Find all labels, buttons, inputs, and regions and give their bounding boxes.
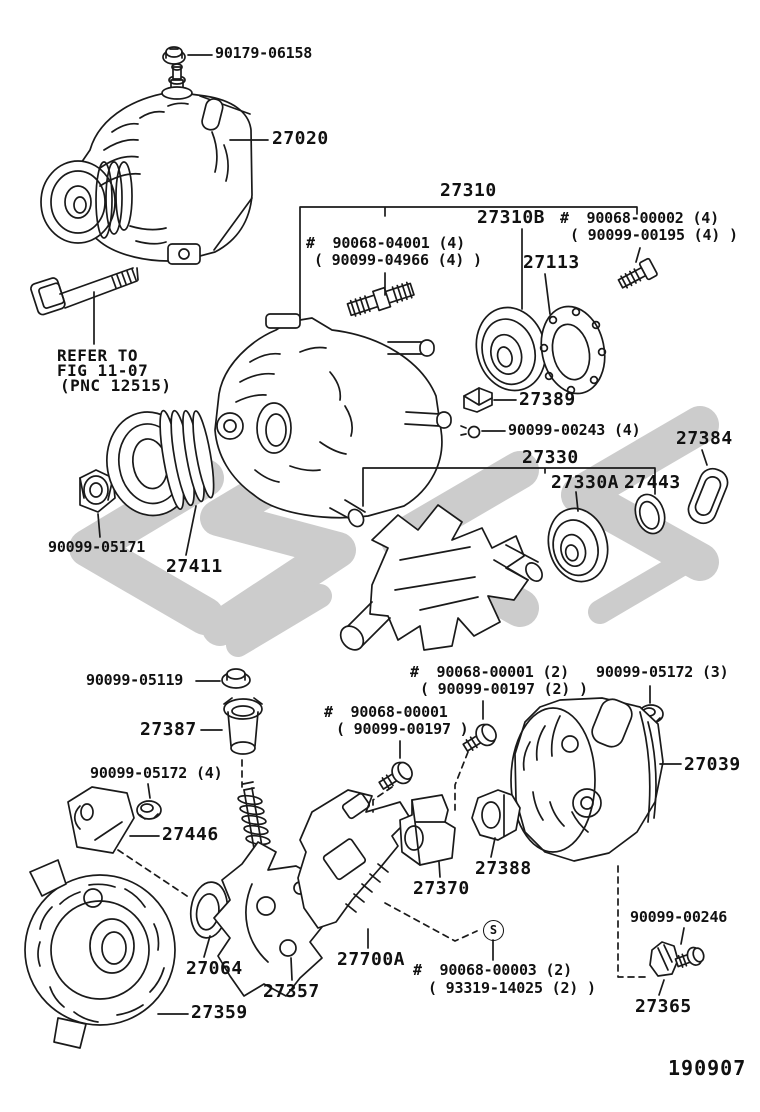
- label-alternator: 27020: [272, 128, 329, 149]
- label-nut-set-3: 90099-05172 (3): [596, 663, 729, 681]
- label-terminal-nut-small: 90099-05119: [86, 671, 184, 689]
- label-terminal-insulator: 27387: [140, 719, 197, 740]
- label-regulator: 27700A: [337, 949, 406, 970]
- label-rear-cover: 27039: [684, 754, 741, 775]
- label-rivet: 90099-00243 (4): [508, 421, 641, 439]
- label-nut-set-4: 90099-05172 (4): [90, 764, 223, 782]
- terminal-block-drawing: [472, 790, 520, 840]
- seal-drawing: [685, 465, 732, 527]
- label-terminal-insulator-rear: 27365: [635, 996, 692, 1017]
- terminal-insulator-drawing: [224, 698, 262, 754]
- label-screw-set-alt: ( 93319-14025 (2) ): [428, 979, 596, 997]
- label-refer-note-2: FIG 11-07: [57, 361, 149, 380]
- screw-symbol: S: [483, 920, 504, 941]
- label-bolt-set-through-alt: ( 90099-00195 (4) ): [570, 226, 738, 244]
- label-brush-holder: 27370: [413, 878, 470, 899]
- label-rotor: 27330: [522, 447, 579, 468]
- label-seal: 27384: [676, 428, 733, 449]
- label-insulator-screw: 90099-00246: [630, 908, 728, 926]
- label-gasket: 27064: [186, 958, 243, 979]
- label-screw-set: # 90068-00003 (2): [413, 961, 572, 979]
- terminal-nut-drawing: [163, 47, 185, 64]
- bracket-drawing: [68, 787, 134, 853]
- label-bolt-set-frame-alt: ( 90099-04966 (4) ): [314, 251, 482, 269]
- label-drive-end-frame: 27310: [440, 180, 497, 201]
- label-terminal-block: 27388: [475, 858, 532, 879]
- nut-05172-4-drawing: [137, 801, 161, 819]
- label-refer-note-1: REFER TO: [57, 346, 139, 365]
- bolt-single-drawing: [376, 758, 416, 795]
- label-pulley: 27411: [166, 556, 223, 577]
- bearing-retainer-drawing: [534, 301, 613, 400]
- label-terminal-nut: 90179-06158: [215, 44, 313, 62]
- label-bolt-set-through: # 90068-00002 (4): [560, 209, 719, 227]
- alternator-assembly-drawing: [41, 64, 252, 264]
- rotor-drawing: [336, 505, 545, 654]
- rear-cover-drawing: [511, 696, 663, 861]
- through-bolt-drawing: [616, 258, 658, 292]
- drawing-number: 190907: [668, 1056, 747, 1080]
- label-rear-bearing: 27330A: [551, 472, 620, 493]
- pulley-drawing: [99, 402, 219, 522]
- mount-bolt-drawing: [30, 268, 138, 316]
- label-pulley-nut: 90099-05171: [48, 538, 146, 556]
- label-refer-note-3: (PNC 12515): [60, 376, 172, 395]
- label-bearing-cover: 27443: [624, 472, 681, 493]
- small-nut-drawing: [222, 669, 250, 688]
- rear-insulator-drawing: [650, 942, 678, 976]
- label-bolt-single: # 90068-00001: [324, 703, 448, 721]
- label-bolt-pair-alt: ( 90099-00197 (2) ): [420, 680, 588, 698]
- label-drive-end-bracket: 27359: [191, 1002, 248, 1023]
- label-bolt-pair: # 90068-00001 (2): [410, 663, 569, 681]
- front-bracket-drawing: [25, 860, 175, 1048]
- stud-bolt-drawing: [346, 280, 415, 319]
- label-bracket: 27446: [162, 824, 219, 845]
- label-cover-wedge: 27389: [519, 389, 576, 410]
- label-rectifier-holder: 27357: [263, 981, 320, 1002]
- label-front-bearing: 27310B: [477, 207, 546, 228]
- rivet-drawing: [461, 426, 480, 438]
- label-bolt-set-frame: # 90068-04001 (4): [306, 234, 465, 252]
- label-bearing-retainer: 27113: [523, 252, 580, 273]
- screw-00246-drawing: [674, 945, 706, 971]
- label-bolt-single-alt: ( 90099-00197 ): [336, 720, 469, 738]
- cover-wedge-drawing: [464, 388, 492, 412]
- brush-holder-drawing: [400, 795, 455, 865]
- regulator-drawing: [298, 790, 410, 928]
